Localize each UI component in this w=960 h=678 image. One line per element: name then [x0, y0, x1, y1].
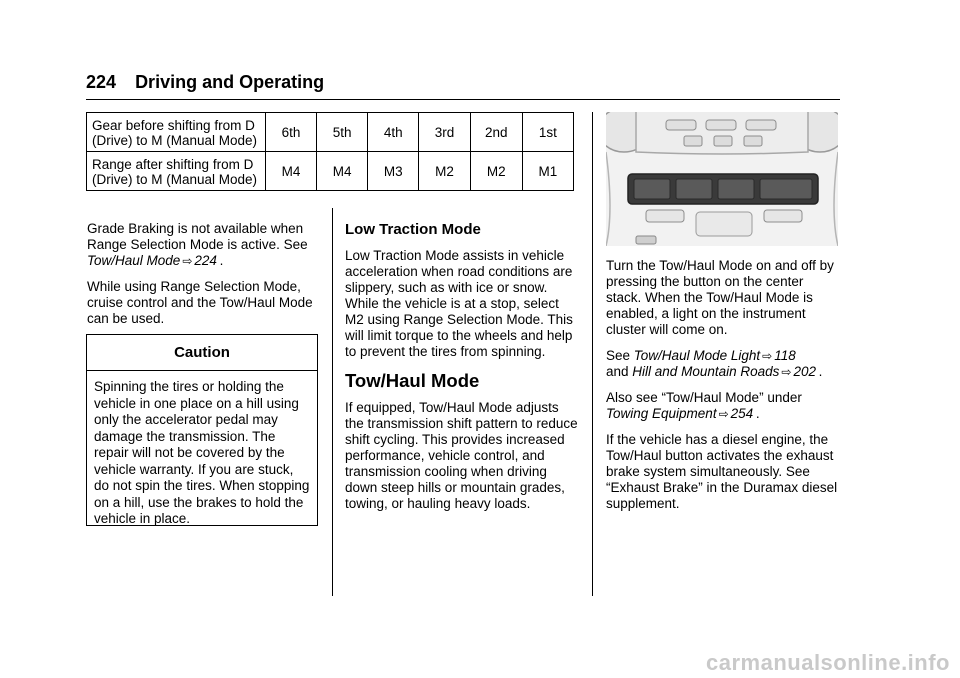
- table-cell: M4: [317, 152, 368, 191]
- caution-title: Caution: [87, 335, 317, 371]
- low-traction-heading: Low Traction Mode: [345, 221, 481, 238]
- table-row: [87, 113, 574, 152]
- column-divider: [332, 208, 333, 596]
- page-reference-icon: ⇨: [182, 254, 193, 268]
- page-reference-icon: ⇨: [718, 407, 729, 421]
- watermark: carmanualsonline.info: [706, 650, 950, 675]
- paragraph: If equipped, Tow/Haul Mode adjusts the transmission shift pattern to reduce shift cycling. This provides increased performance, vehicle control, and transmission cooling when driving down steep hills or mountain grades, towing, or hauling heavy loads.: [345, 400, 578, 511]
- cross-reference-page[interactable]: 254: [730, 406, 754, 421]
- paragraph: See Tow/Haul Mode Light ⇨ 118 and Hill and Mountain Roads ⇨ 202 .: [606, 348, 823, 379]
- table-cell: 1st: [522, 113, 573, 152]
- paragraph: Grade Braking is not available when Range Selection Mode is active. See Tow/Haul Mode ⇨ 224 .: [87, 221, 308, 268]
- paragraph: Also see “Tow/Haul Mode” under Towing Equipment ⇨ 254 .: [606, 390, 802, 421]
- caution-box: [86, 334, 318, 526]
- cross-reference-page[interactable]: 118: [774, 348, 796, 363]
- paragraph: While using Range Selection Mode, cruise control and the Tow/Haul Mode can be used.: [87, 279, 313, 326]
- cross-reference-link[interactable]: Towing Equipment: [606, 406, 717, 421]
- column-middle: [345, 221, 579, 522]
- column-right: [606, 258, 842, 522]
- paragraph: If the vehicle has a diesel engine, the Tow/Haul button activates the exhaust brake system simultaneously. See “Exhaust Brake” in the Duramax diesel supplement.: [606, 432, 838, 511]
- center-stack-drawing: [606, 112, 838, 246]
- table-row: [87, 152, 574, 191]
- tow-haul-heading: Tow/Haul Mode: [345, 370, 480, 391]
- page-reference-icon: ⇨: [781, 365, 792, 379]
- table-cell: 6th: [265, 113, 316, 152]
- paragraph-text: and: [606, 364, 629, 379]
- center-stack-illustration: [606, 112, 838, 246]
- caution-text: Spinning the tires or holding the vehicle in one place on a hill using only the accelerator pedal may damage the transmission. The repair will not be covered by the vehicle warranty. If you are stuck, do not spin the tires. When stopping on a hill, use the brakes to hold the vehicle in place.: [94, 379, 310, 526]
- table-cell: M2: [470, 152, 522, 191]
- page-number: 224: [86, 72, 117, 92]
- table-cell: M4: [265, 152, 316, 191]
- paragraph-text: Also see “Tow/Haul Mode” under: [606, 390, 802, 405]
- column-divider: [592, 112, 593, 596]
- table-cell: 2nd: [470, 113, 522, 152]
- cross-reference-link[interactable]: Hill and Mountain Roads: [632, 364, 780, 379]
- column-left: [87, 221, 321, 337]
- table-row-label: Range after shifting from D (Drive) to M (Manual Mode): [87, 152, 266, 191]
- page-reference-icon: ⇨: [762, 349, 773, 363]
- page-title: Driving and Operating: [135, 72, 325, 92]
- gear-range-table: [86, 112, 574, 191]
- paragraph: Turn the Tow/Haul Mode on and off by pressing the button on the center stack. When the Tow/Haul Mode is enabled, a light on the instrument cluster will come on.: [606, 258, 834, 337]
- cross-reference-page[interactable]: 224: [194, 253, 217, 268]
- table-cell: 5th: [317, 113, 368, 152]
- table-cell: M2: [419, 152, 470, 191]
- page-header: [86, 70, 838, 94]
- cross-reference-link[interactable]: Tow/Haul Mode Light: [633, 348, 761, 363]
- cross-reference-link[interactable]: Tow/Haul Mode: [87, 253, 181, 268]
- table-cell: M3: [368, 152, 419, 191]
- paragraph: Low Traction Mode assists in vehicle acceleration when road conditions are slippery, such as with ice or snow. While the vehicle is at a stop, select M2 using Range Selection Mode. This will limit torque to the wheels and help to prevent the tires from spinning.: [345, 248, 573, 359]
- table-row-label: Gear before shifting from D (Drive) to M (Manual Mode): [87, 113, 266, 152]
- header-rule: [86, 99, 840, 100]
- table-cell: 4th: [368, 113, 419, 152]
- cross-reference-page[interactable]: 202: [793, 364, 816, 379]
- table-cell: M1: [522, 152, 573, 191]
- table-cell: 3rd: [419, 113, 470, 152]
- paragraph-text: See: [606, 348, 631, 363]
- paragraph-text: Grade Braking is not available when Range Selection Mode is active. See: [87, 221, 308, 252]
